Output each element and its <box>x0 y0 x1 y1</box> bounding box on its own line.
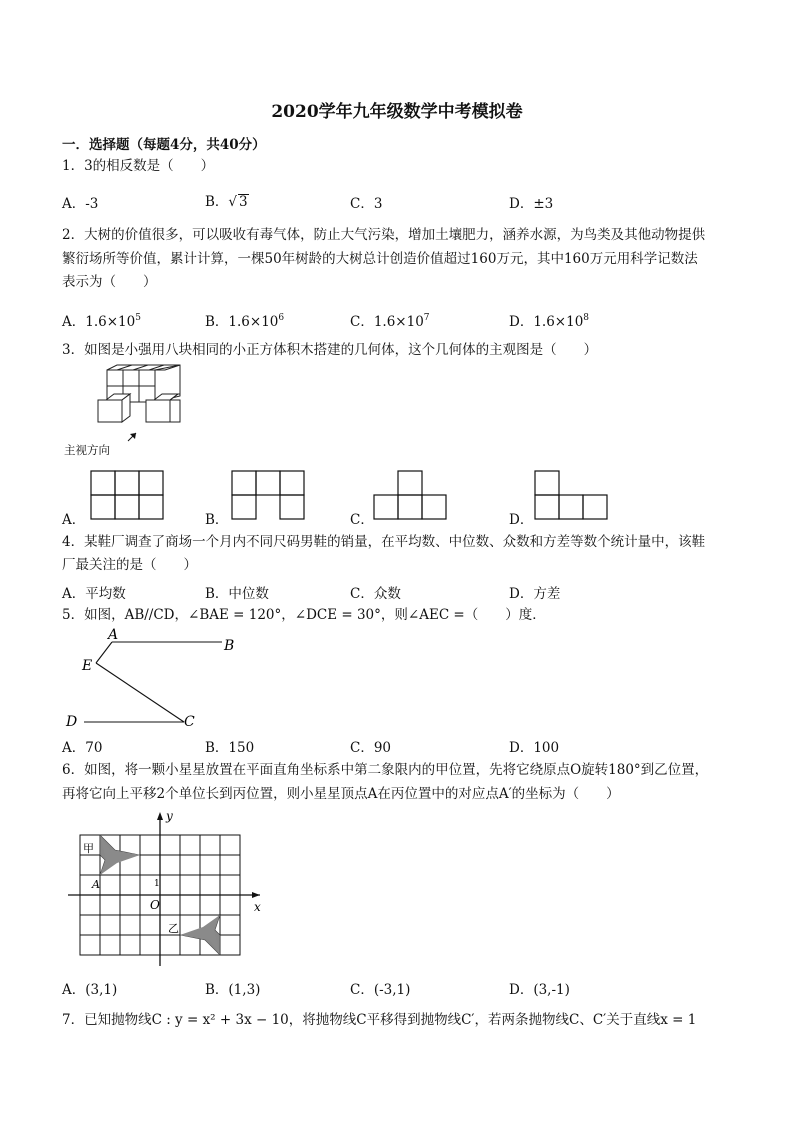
q4-option-a[interactable]: A．平均数 <box>62 586 126 602</box>
section-heading: 一．选择题（每题4分，共40分） <box>62 137 266 153</box>
question-7-stem: 7．已知抛物线C : y = x² + 3x − 10，将抛物线C平移得到抛物线C′，若两条抛物线C、C′关于直线x = 1 <box>62 1012 697 1028</box>
q2-option-b-base: B．1.6×10 <box>205 314 279 330</box>
q4-option-d[interactable]: D．方差 <box>509 586 561 602</box>
q2-option-b-exponent: 6 <box>278 313 285 323</box>
question-4-line2: 厂最关注的是（ ） <box>62 557 197 573</box>
sqrt-sign: √ <box>228 194 238 210</box>
q5-parallel-lines-figure <box>62 626 242 732</box>
q4-option-b[interactable]: B．中位数 <box>205 586 269 602</box>
unit-one-label: 1 <box>154 879 160 889</box>
q5-option-b[interactable]: B．150 <box>205 740 255 756</box>
q6-option-d[interactable]: D．(3,-1) <box>509 982 570 998</box>
origin-label: O <box>150 898 160 912</box>
q6-option-b[interactable]: B．(1,3) <box>205 982 261 998</box>
q6-coordinate-grid-figure <box>62 808 272 970</box>
q3-option-d[interactable]: D． <box>509 512 534 528</box>
q2-option-b[interactable] <box>205 310 284 330</box>
line-ec <box>96 663 184 722</box>
point-a-label: A <box>92 878 100 891</box>
question-2-line3: 表示为（ ） <box>62 274 157 290</box>
q5-option-c[interactable]: C．90 <box>350 740 392 756</box>
q3-option-b-view <box>231 470 305 520</box>
question-2-line1: 2．大树的价值很多，可以吸收有毒气体，防止大气污染，增加土壤肥力，涵养水源，为鸟类及其他动物提供 <box>62 227 706 243</box>
q5-option-a[interactable]: A．70 <box>62 740 103 756</box>
y-axis-arrow <box>157 812 163 820</box>
question-6-line2: 再将它向上平移2个单位长到丙位置，则小星星顶点A在丙位置中的对应点A′的坐标为（ ） <box>62 786 620 802</box>
q2-option-c-exponent: 7 <box>423 313 430 323</box>
point-b-label: B <box>224 638 235 654</box>
q2-option-d-base: D．1.6×10 <box>509 314 584 330</box>
q3-option-c[interactable]: C． <box>350 512 374 528</box>
q4-option-c[interactable]: C．众数 <box>350 586 401 602</box>
page-title: 2020学年九年级数学中考模拟卷 <box>271 102 523 122</box>
x-axis-label: x <box>254 900 261 914</box>
x-axis-arrow <box>252 892 260 898</box>
point-c-label: C <box>184 714 195 730</box>
q2-option-c[interactable] <box>350 310 430 330</box>
point-e-label: E <box>82 658 93 674</box>
line-ae <box>96 642 112 663</box>
q1-option-d[interactable]: D．±3 <box>509 196 554 212</box>
q3-option-a[interactable]: A． <box>62 512 86 528</box>
q1-option-a[interactable]: A．-3 <box>62 196 99 212</box>
q5-option-d[interactable]: D．100 <box>509 740 560 756</box>
q3-view-direction-label: 主视方向 <box>64 443 110 457</box>
question-1-stem: 1．3的相反数是（ ） <box>62 158 215 174</box>
axes <box>68 816 260 966</box>
q1-option-b[interactable] <box>205 190 249 210</box>
question-6-line1: 6．如图，将一颗小星星放置在平面直角坐标系中第二象限内的甲位置，先将它绕原点O旋转180°到乙位置， <box>62 762 709 778</box>
y-axis-label: y <box>166 809 173 823</box>
q2-option-a-exponent: 5 <box>135 313 141 323</box>
q6-option-a[interactable]: A．(3,1) <box>62 982 118 998</box>
q6-option-c[interactable]: C．(-3,1) <box>350 982 411 998</box>
q3-option-c-view <box>373 470 447 520</box>
question-2-line2: 繁衍场所等价值，累计计算，一棵50年树龄的大树总计创造价值超过160万元，其中160万元用科学记数法 <box>62 251 698 267</box>
point-a-label: A <box>108 627 119 643</box>
q1-option-b-prefix: B． <box>205 194 229 210</box>
q1-option-c[interactable]: C．3 <box>350 196 383 212</box>
question-3-stem: 3．如图是小强用八块相同的小正方体积木搭建的几何体，这个几何体的主观图是（ ） <box>62 342 598 358</box>
q2-option-d[interactable] <box>509 310 589 330</box>
q1-option-b-radicand: 3 <box>239 194 248 210</box>
question-4-line1: 4．某鞋厂调查了商场一个月内不同尺码男鞋的销量，在平均数、中位数、众数和方差等数个统计量中，该鞋 <box>62 534 706 550</box>
q3-option-b[interactable]: B． <box>205 512 229 528</box>
jia-label: 甲 <box>83 842 94 855</box>
q3-option-d-view <box>534 470 608 520</box>
q3-option-a-view <box>90 470 164 520</box>
q2-option-a-base: A．1.6×10 <box>62 314 136 330</box>
yi-label: 乙 <box>168 922 179 935</box>
q2-option-d-exponent: 8 <box>583 313 590 323</box>
point-d-label: D <box>66 714 78 730</box>
q2-option-a[interactable] <box>62 310 141 330</box>
question-5-stem: 5．如图，AB//CD，∠BAE = 120°，∠DCE = 30°，则∠AEC =（ ）度． <box>62 607 546 623</box>
q2-option-c-base: C．1.6×10 <box>350 314 424 330</box>
